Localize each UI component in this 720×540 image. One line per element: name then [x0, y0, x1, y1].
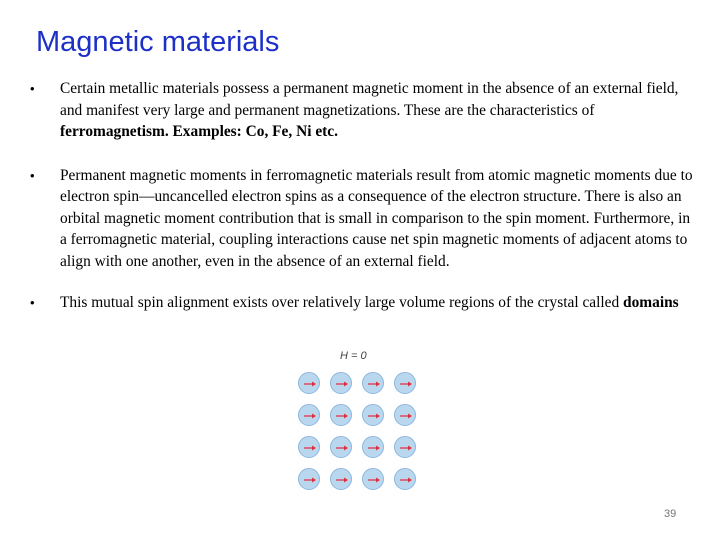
bullet-marker: •	[30, 167, 35, 183]
atom	[362, 372, 384, 394]
spin-arrow-icon	[335, 477, 349, 483]
atom	[330, 404, 352, 426]
bullet-item-domains	[30, 292, 700, 314]
spin-arrow-icon	[367, 477, 381, 483]
bullet-list	[30, 78, 700, 314]
spin-arrow-icon	[303, 413, 317, 419]
field-label: H = 0	[340, 350, 367, 362]
bullet-item-spin-moments	[30, 165, 700, 273]
atom	[298, 404, 320, 426]
bullet-marker: •	[30, 295, 35, 310]
bullet-marker: •	[30, 81, 35, 96]
spin-arrow-icon	[399, 381, 413, 387]
atom	[298, 468, 320, 490]
atom	[298, 436, 320, 458]
atom	[330, 468, 352, 490]
atom	[330, 436, 352, 458]
atom	[394, 468, 416, 490]
spin-arrow-icon	[335, 445, 349, 451]
spin-arrow-icon	[367, 413, 381, 419]
spin-arrow-icon	[399, 445, 413, 451]
bullet-text	[60, 78, 700, 143]
bullet-text: Permanent magnetic moments in ferromagnetic materials result from atomic magnetic moments due to electron spin—uncancelled electron spins as a consequence of the electron structure. There is also an orbital magnetic moment contribution that is small in comparison to the spin moment. Furthermore, in a ferromagnetic material, coupling interactions cause net spin magnetic moments of adjacent atoms to align with one another, even in the absence of an external field.	[60, 166, 693, 270]
spin-alignment-diagram	[294, 350, 424, 500]
spin-arrow-icon	[335, 381, 349, 387]
spin-arrow-icon	[399, 477, 413, 483]
spin-arrow-icon	[367, 445, 381, 451]
spin-arrow-icon	[303, 445, 317, 451]
bullet-item-ferromagnetism	[30, 78, 700, 143]
spin-arrow-icon	[367, 381, 381, 387]
spin-arrow-icon	[303, 477, 317, 483]
bullet-text	[60, 292, 700, 314]
spin-arrow-icon	[399, 413, 413, 419]
slide-title: Magnetic materials	[36, 26, 280, 58]
atom	[394, 404, 416, 426]
atom	[394, 436, 416, 458]
spin-arrow-icon	[335, 413, 349, 419]
bullet-text-bold: ferromagnetism. Examples: Co, Fe, Ni etc.	[60, 123, 338, 140]
atom	[362, 404, 384, 426]
page-number: 39	[664, 508, 677, 520]
spin-arrow-icon	[303, 381, 317, 387]
bullet-text-normal: This mutual spin alignment exists over relatively large volume regions of the crystal called	[60, 294, 624, 311]
bullet-text-bold: domains	[623, 294, 679, 311]
atom	[362, 436, 384, 458]
atom	[330, 372, 352, 394]
atom	[362, 468, 384, 490]
atom	[394, 372, 416, 394]
atom	[298, 372, 320, 394]
bullet-text-normal: Certain metallic materials possess a permanent magnetic moment in the absence of an external field, and manifest very large and permanent magnetizations. These are the characteristics of	[60, 80, 679, 119]
